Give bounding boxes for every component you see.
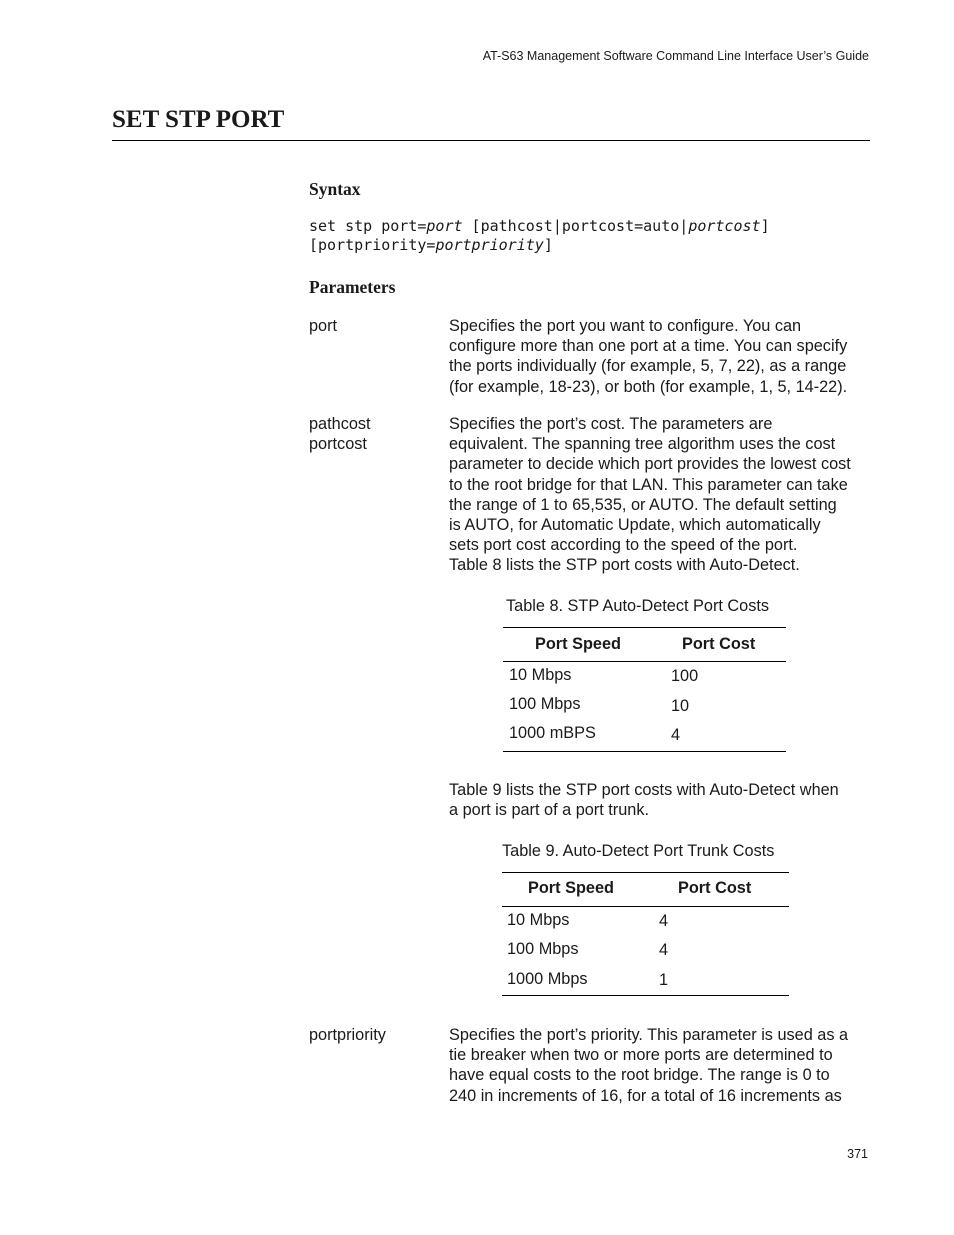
table-cell: 1000 mBPS xyxy=(509,724,596,742)
table9-caption: Table 9. Auto-Detect Port Trunk Costs xyxy=(502,842,775,860)
syntax-line-1 xyxy=(309,217,770,235)
param-desc-port xyxy=(449,316,874,397)
running-header: AT-S63 Management Software Command Line Interface User’s Guide xyxy=(482,49,869,63)
table-cell: 1 xyxy=(659,971,669,989)
desc-line: parameter to decide which port provides the lowest cost xyxy=(449,455,851,474)
desc-line: 240 in increments of 16, for a total of 16 increments as xyxy=(449,1086,842,1105)
param-name: portcost xyxy=(309,435,367,454)
desc-line: Specifies the port’s cost. The parameters are xyxy=(449,415,773,433)
desc-line: equivalent. The spanning tree algorithm uses the cost xyxy=(449,435,836,454)
table-cell: 4 xyxy=(671,726,681,744)
param-desc-pathcost xyxy=(449,414,874,576)
param-name-portpriority: portpriority xyxy=(309,1026,386,1044)
table-top-rule xyxy=(503,627,786,628)
desc-line: Table 8 lists the STP port costs with Auto-Detect. xyxy=(449,556,800,575)
table-cell: 10 xyxy=(671,697,690,715)
desc-line: (for example, 18-23), or both (for example, 1, 5, 14-22). xyxy=(449,377,848,396)
syntax-priority-variable: portpriority xyxy=(435,236,544,254)
table-header-rule xyxy=(503,661,786,662)
table-header-cell: Port Speed xyxy=(535,635,621,653)
table-header-cell: Port Cost xyxy=(682,635,756,653)
table-cell: 100 Mbps xyxy=(509,695,581,713)
desc-line: to the root bridge for that LAN. This parameter can take xyxy=(449,475,848,494)
desc-line: the ports individually (for example, 5, 7, 22), as a range xyxy=(449,357,847,376)
param-name: pathcost xyxy=(309,415,371,433)
param-desc-portpriority xyxy=(449,1025,874,1106)
table-top-rule xyxy=(502,872,789,873)
param-name-port: port xyxy=(309,317,338,335)
desc-line: Table 9 lists the STP port costs with Auto-Detect when xyxy=(449,781,839,799)
syntax-bracket-close: ] xyxy=(760,217,770,235)
table-cell: 10 Mbps xyxy=(509,666,572,684)
table-header-rule xyxy=(502,906,789,907)
desc-line: have equal costs to the root bridge. The range is 0 to xyxy=(449,1066,830,1085)
desc-line: sets port cost according to the speed of the port. xyxy=(449,536,798,555)
syntax-heading: Syntax xyxy=(309,179,361,199)
table8-caption: Table 8. STP Auto-Detect Port Costs xyxy=(506,597,770,615)
table9 xyxy=(502,872,789,996)
page-title: SET STP PORT xyxy=(112,106,285,133)
table-bottom-rule xyxy=(503,751,786,752)
table-header-cell: Port Speed xyxy=(528,879,614,897)
table-cell: 1000 Mbps xyxy=(507,970,588,988)
syntax-line-2 xyxy=(309,236,553,254)
table-header-cell: Port Cost xyxy=(678,879,752,897)
table-cell: 4 xyxy=(659,912,669,930)
syntax-command: set stp port= xyxy=(309,217,427,235)
parameters-heading: Parameters xyxy=(309,277,396,297)
table8 xyxy=(503,627,786,752)
desc-line: the range of 1 to 65,535, or AUTO. The default setting xyxy=(449,495,837,514)
table9-intro xyxy=(449,780,874,820)
table-bottom-rule xyxy=(502,995,789,996)
table-cell: 4 xyxy=(659,941,669,959)
syntax-port-variable: port xyxy=(426,217,463,235)
title-rule xyxy=(112,140,870,141)
desc-line: Specifies the port’s priority. This parameter is used as a xyxy=(449,1026,849,1044)
table-cell: 100 xyxy=(671,667,699,685)
desc-line: Specifies the port you want to configure. You can xyxy=(449,317,802,335)
syntax-portcost-variable: portcost xyxy=(688,217,761,235)
desc-line: is AUTO, for Automatic Update, which automatically xyxy=(449,516,821,535)
syntax-cost-options: [pathcost|portcost=auto| xyxy=(462,217,689,235)
table-cell: 10 Mbps xyxy=(507,911,570,929)
param-name-pathcost xyxy=(309,414,439,454)
desc-line: a port is part of a port trunk. xyxy=(449,801,649,820)
page-number: 371 xyxy=(847,1147,868,1161)
syntax-bracket-close-2: ] xyxy=(543,236,553,254)
desc-line: tie breaker when two or more ports are determined to xyxy=(449,1046,833,1065)
syntax-priority-option: [portpriority= xyxy=(309,236,436,254)
table-cell: 100 Mbps xyxy=(507,940,579,958)
desc-line: configure more than one port at a time. You can specify xyxy=(449,337,848,356)
